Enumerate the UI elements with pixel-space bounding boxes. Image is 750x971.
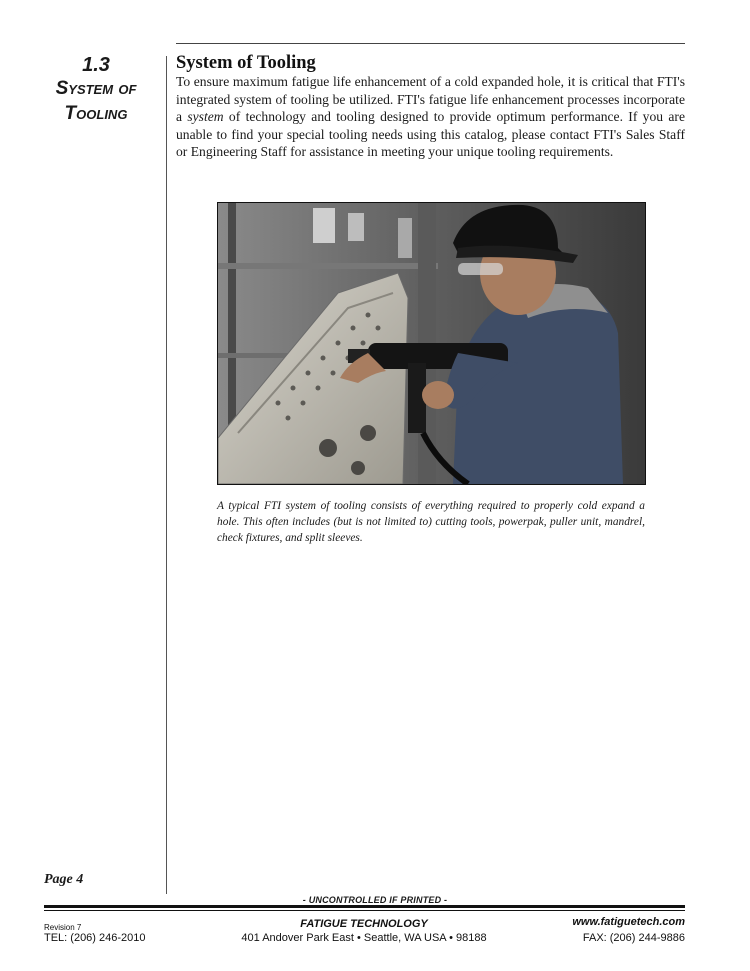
phone-number: TEL: (206) 246-2010 — [44, 932, 146, 944]
uncontrolled-notice: - UNCONTROLLED IF PRINTED - — [302, 895, 448, 905]
heading-rule — [176, 43, 685, 44]
revision-label: Revision 7 — [44, 923, 82, 932]
company-address: 401 Andover Park East • Seattle, WA USA • 98188 — [241, 932, 487, 944]
intro-emphasis: system — [187, 109, 224, 125]
page-number: Page 4 — [44, 872, 84, 887]
section-number: 1.3 — [82, 54, 110, 76]
intro-paragraph — [176, 73, 685, 161]
photo-worker-icon — [218, 203, 645, 484]
sidebar-divider — [166, 56, 167, 894]
section-title — [40, 54, 152, 126]
company-name: FATIGUE TECHNOLOGY — [300, 918, 428, 930]
fax-number: FAX: (206) 244-9886 — [582, 932, 685, 944]
section-name-line2: Tooling — [64, 103, 128, 124]
footer-rule-thin — [44, 910, 685, 911]
section-name-line1: System of — [55, 78, 137, 99]
tooling-photo — [217, 202, 646, 485]
photo-caption: A typical FTI system of tooling consists of everything required to properly cold expand a hole. This often includes (but is not limited to) cutting tools, powerpak, puller unit, mandrel, check fixtures, and split sleeves. — [217, 500, 645, 545]
website-link[interactable]: www.fatiguetech.com — [572, 916, 685, 928]
intro-text-part2: of technology and tooling designed to provide optimum performance. If you are unable to find your special tooling needs using this catalog, please contact FTI's Sales Staff or Engineering Staff for assistance in meeting your unique tooling requirements. — [176, 109, 685, 160]
intro-text-part1: To ensure maximum fatigue life enhancement of a cold expanded hole, it is critical that FTI's integrated system of tooling be utilized. FTI's fatigue life enhancement processes incorporate a — [176, 74, 685, 125]
footer-rule-thick — [44, 905, 685, 908]
page-heading: System of Tooling — [176, 53, 316, 73]
